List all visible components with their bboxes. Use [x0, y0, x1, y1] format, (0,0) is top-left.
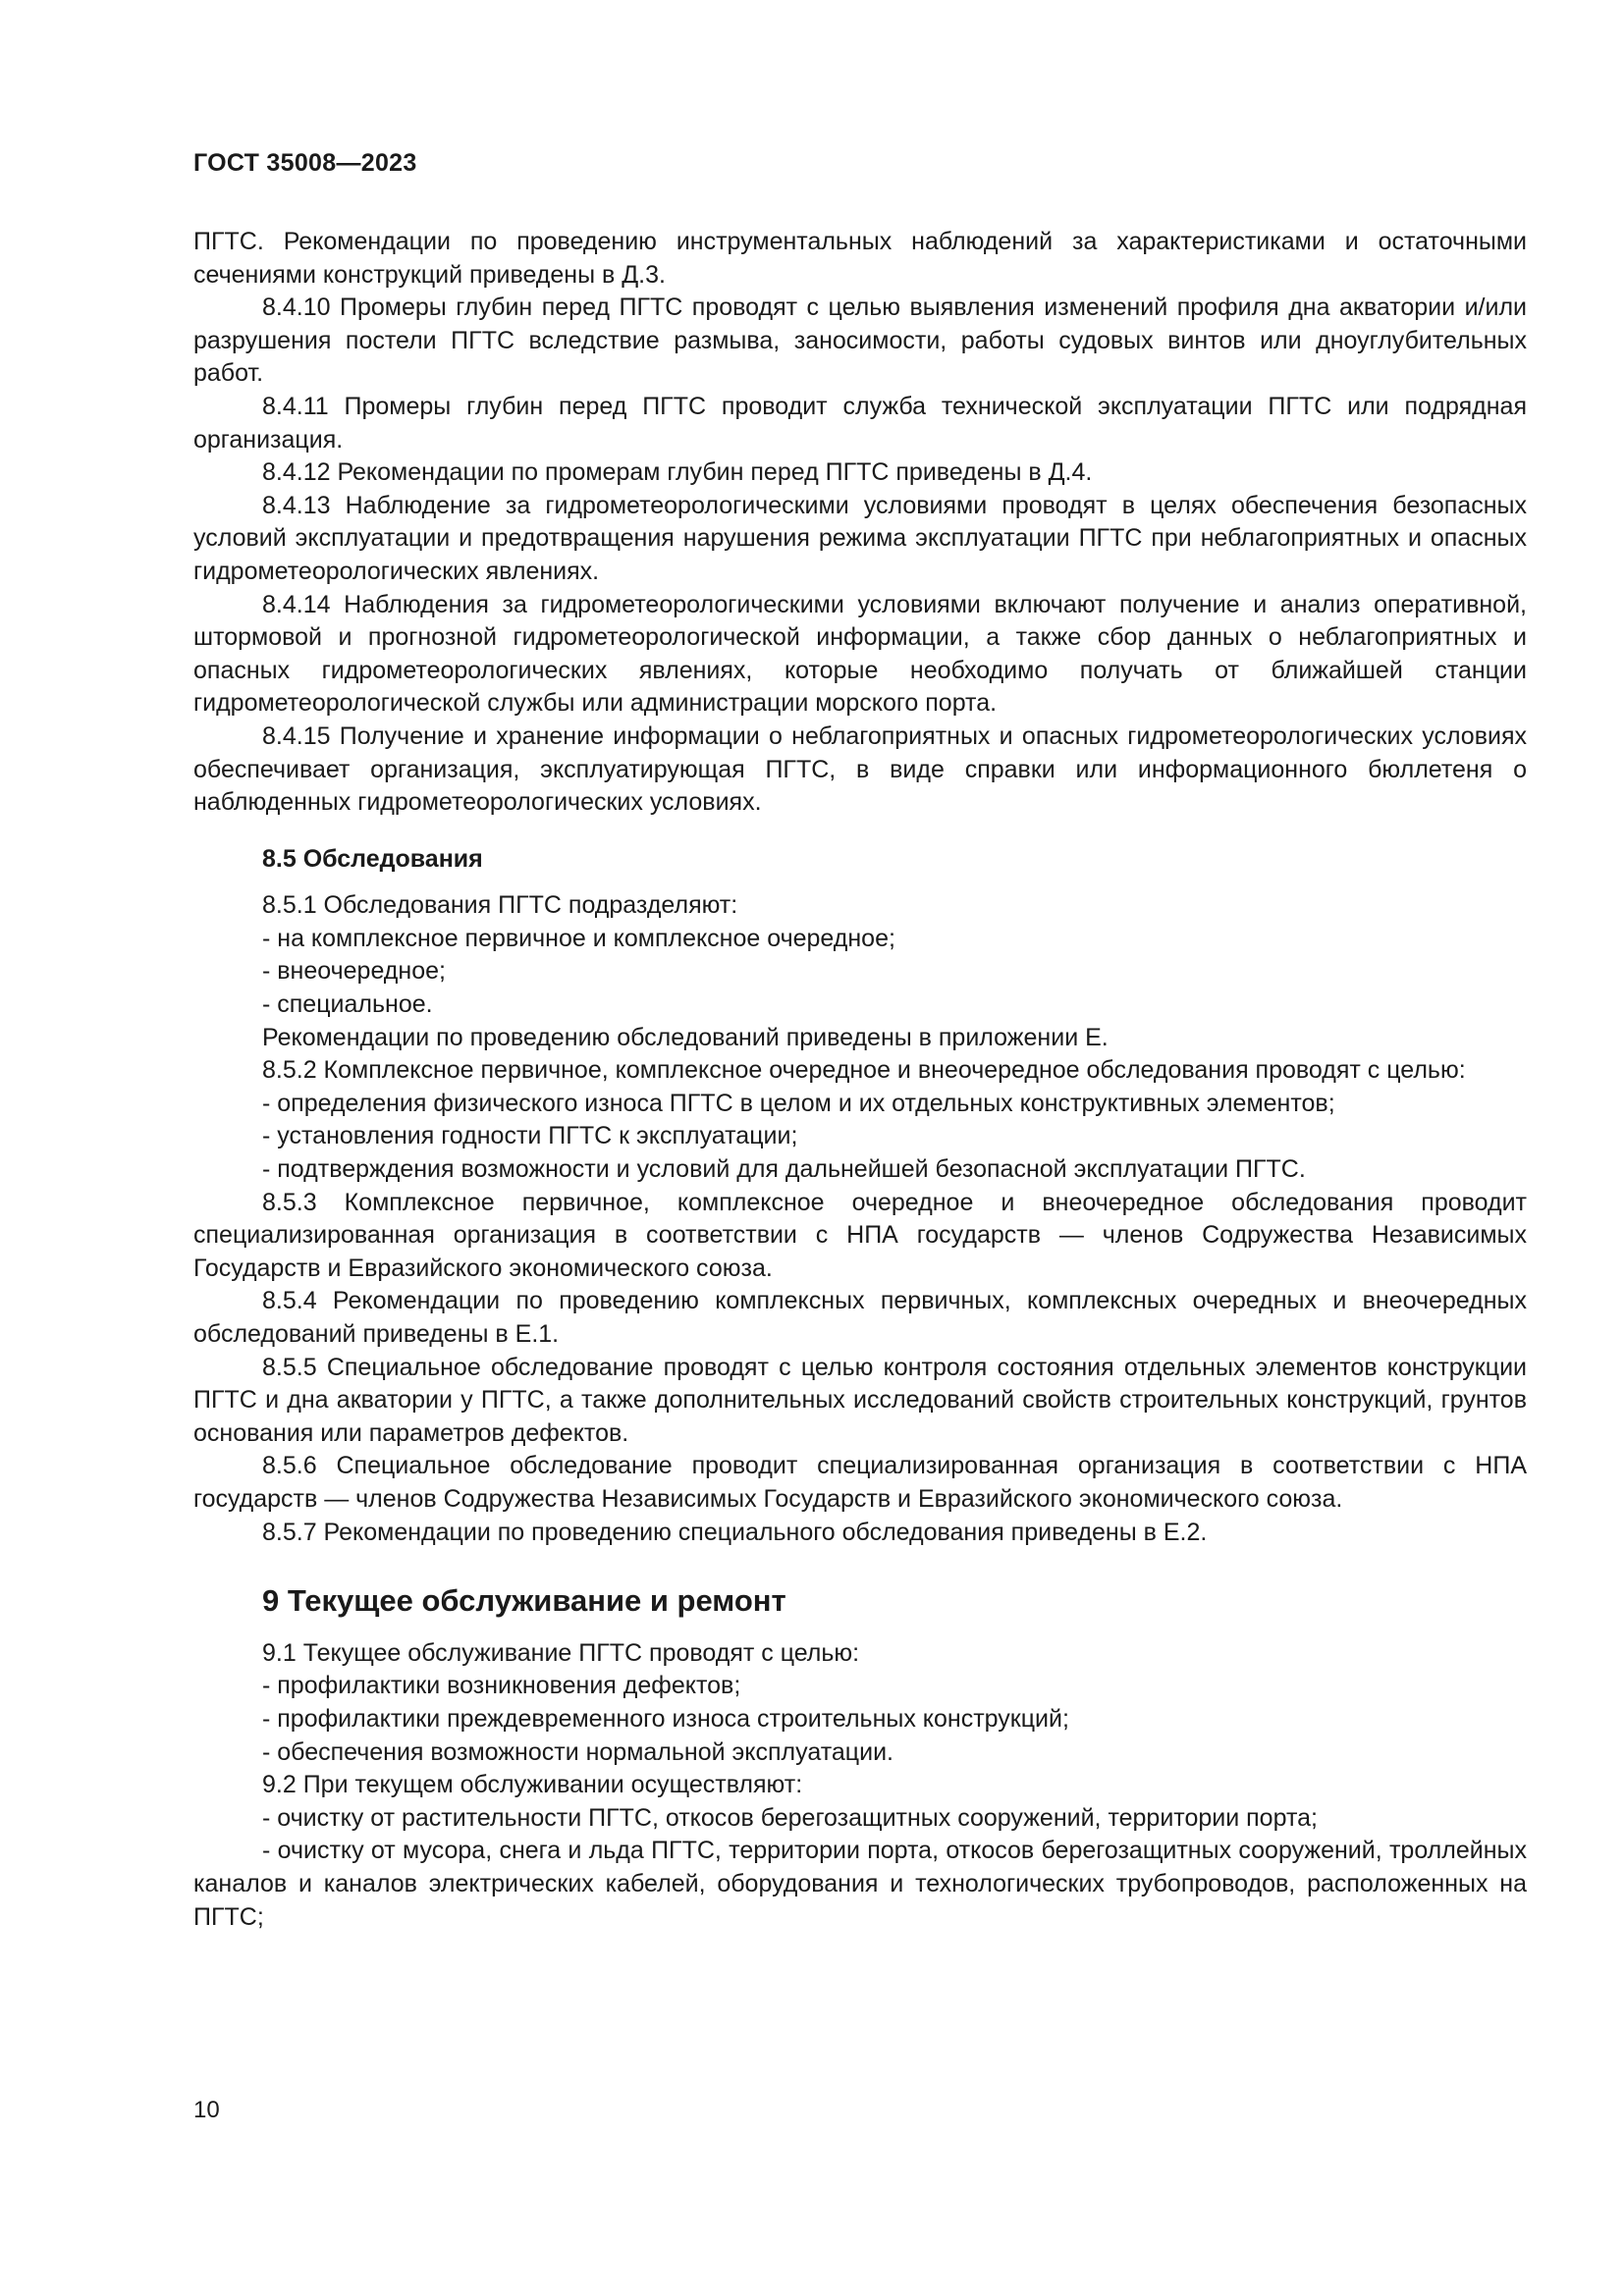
- paragraph-8-5-1: 8.5.1 Обследования ПГТС подразделяют:: [262, 891, 738, 920]
- list-item: - на комплексное первичное и комплексное очередное;: [262, 924, 895, 952]
- paragraph-8-5-3: 8.5.3 Комплексное первичное, комплексное очередное и внеочередное обследования проводит специализированная организация в соответствии с НПА государств — членов Содружества Независимых Государств и Евразийского экономического союза.: [193, 1188, 1527, 1282]
- paragraph-8-4-15: 8.4.15 Получение и хранение информации о неблагоприятных и опасных гидрометеорологических условиях обеспечивает организация, эксплуатирующая ПГТС, в виде справки или информационного бюллетеня о наблюденных гидрометеорологических условиях.: [193, 721, 1527, 817]
- document-header: ГОСТ 35008—2023: [193, 149, 417, 177]
- paragraph-8-5-1-recommendation: Рекомендации по проведению обследований приведены в приложении Е.: [262, 1023, 1109, 1051]
- paragraph-8-5-6: 8.5.6 Специальное обследование проводит специализированная организация в соответствии с НПА государств — членов Содружества Независимых Государств и Евразийского экономического союза.: [193, 1452, 1527, 1513]
- paragraph-8-5-7: 8.5.7 Рекомендации по проведению специального обследования приведены в Е.2.: [262, 1518, 1208, 1546]
- list-item: - установления годности ПГТС к эксплуатации;: [262, 1122, 798, 1150]
- document-body: [193, 226, 1527, 1934]
- paragraph-8-5-4: 8.5.4 Рекомендации по проведению комплексных первичных, комплексных очередных и внеочередных обследований приведены в Е.1.: [193, 1287, 1527, 1348]
- paragraph-continuation: ПГТС. Рекомендации по проведению инструментальных наблюдений за характеристиками и остаточными сечениями конструкций приведены в Д.3.: [193, 228, 1527, 289]
- list-item: - очистку от мусора, снега и льда ПГТС, территории порта, откосов берегозащитных сооружений, троллейных каналов и каналов электрических кабелей, оборудования и технологических трубопроводов, расположенных на ПГТС;: [193, 1837, 1527, 1931]
- paragraph-8-4-11: 8.4.11 Промеры глубин перед ПГТС проводит служба технической эксплуатации ПГТС или подрядная организация.: [193, 392, 1527, 454]
- paragraph-8-4-13: 8.4.13 Наблюдение за гидрометеорологическими условиями проводят в целях обеспечения безопасных условий эксплуатации и предотвращения нарушения режима эксплуатации ПГТС при неблагоприятных и опасных гидрометеорологических явлениях.: [193, 491, 1527, 585]
- list-item: - специальное.: [262, 990, 433, 1019]
- list-item: - внеочередное;: [262, 957, 446, 986]
- paragraph-9-2: 9.2 При текущем обслуживании осуществляют:: [262, 1771, 803, 1799]
- paragraph-8-5-2: 8.5.2 Комплексное первичное, комплексное очередное и внеочередное обследования проводят с целью:: [262, 1056, 1466, 1085]
- list-item: - очистку от растительности ПГТС, откосов берегозащитных сооружений, территории порта;: [262, 1803, 1318, 1832]
- paragraph-9-1: 9.1 Текущее обслуживание ПГТС проводят с целью:: [262, 1638, 860, 1667]
- paragraph-8-4-12: 8.4.12 Рекомендации по промерам глубин перед ПГТС приведены в Д.4.: [262, 458, 1093, 487]
- list-item: - подтверждения возможности и условий для дальнейшей безопасной эксплуатации ПГТС.: [262, 1155, 1306, 1184]
- list-item: - профилактики возникновения дефектов;: [262, 1672, 741, 1700]
- list-item: - определения физического износа ПГТС в целом и их отдельных конструктивных элементов;: [262, 1089, 1335, 1117]
- list-item: - обеспечения возможности нормальной эксплуатации.: [262, 1737, 893, 1766]
- paragraph-8-4-14: 8.4.14 Наблюдения за гидрометеорологическими условиями включают получение и анализ оперативной, штормовой и прогнозной гидрометеорологической информации, а также сбор данных о неблагоприятных и опасных гидрометеорологических явлениях, которые необходимо получать от ближайшей станции гидрометеорологической службы или администрации морского порта.: [193, 590, 1527, 718]
- paragraph-8-5-5: 8.5.5 Специальное обследование проводят с целью контроля состояния отдельных элементов конструкции ПГТС и дна акватории у ПГТС, а также дополнительных исследований свойств строительных конструкций, грунтов основания или параметров дефектов.: [193, 1353, 1527, 1447]
- subsection-heading-8-5: 8.5 Обследования: [262, 844, 483, 873]
- paragraph-8-4-10: 8.4.10 Промеры глубин перед ПГТС проводят с целью выявления изменений профиля дна акватории и/или разрушения постели ПГТС вследствие размыва, заносимости, работы судовых винтов или дноуглубительных работ.: [193, 294, 1527, 388]
- page-number: 10: [193, 2097, 220, 2123]
- section-heading-9: 9 Текущее обслуживание и ремонт: [262, 1583, 786, 1619]
- list-item: - профилактики преждевременного износа строительных конструкций;: [262, 1704, 1069, 1733]
